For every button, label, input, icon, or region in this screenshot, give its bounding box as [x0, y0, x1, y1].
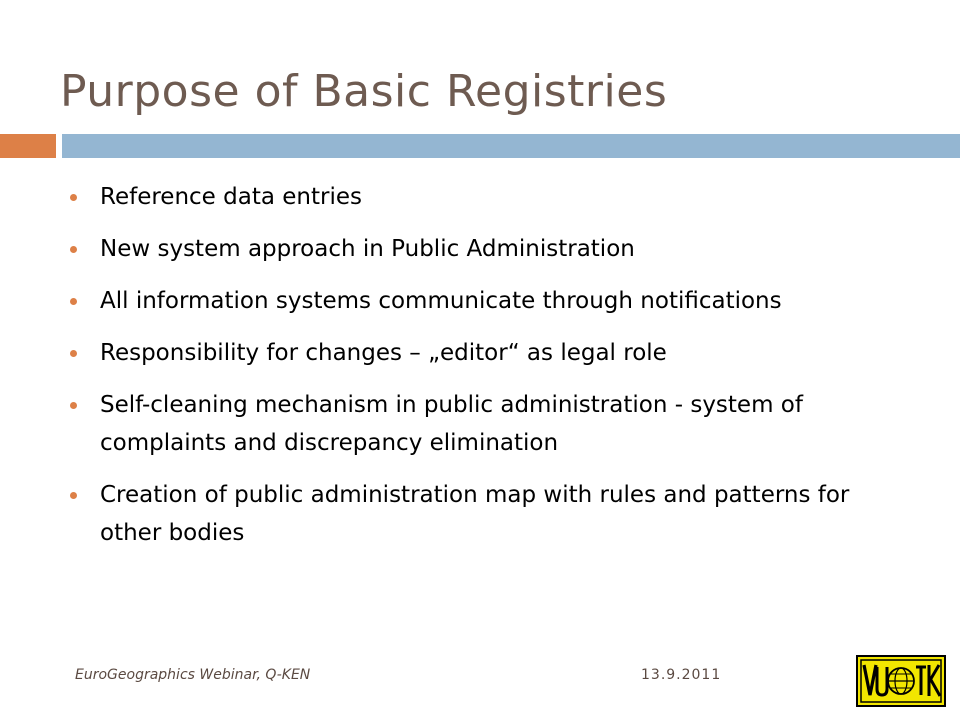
- footer-date: 13.9.2011: [641, 667, 722, 683]
- bullet-item: [70, 386, 890, 462]
- bullet-item: [70, 282, 890, 320]
- bullet-text: All information systems communicate through notifications: [100, 288, 782, 314]
- bullet-dot-icon: [70, 246, 77, 253]
- bullet-text: Reference data entries: [100, 184, 362, 210]
- accent-bar-orange: [0, 134, 56, 158]
- bullet-text: New system approach in Public Administration: [100, 236, 635, 262]
- footer-event-text: EuroGeographics Webinar, Q-KEN: [75, 667, 311, 683]
- vugtk-logo-icon: [856, 655, 946, 707]
- bullet-dot-icon: [70, 492, 77, 499]
- bullet-item: [70, 178, 890, 216]
- bullet-dot-icon: [70, 402, 77, 409]
- bullet-item: [70, 230, 890, 268]
- bullet-dot-icon: [70, 298, 77, 305]
- bullet-text: Creation of public administration map with rules and patterns for other bodies: [100, 482, 850, 546]
- bullet-list: [70, 178, 890, 566]
- bullet-text: Responsibility for changes – „editor“ as legal role: [100, 340, 667, 366]
- bullet-item: [70, 334, 890, 372]
- accent-bar-blue: [62, 134, 960, 158]
- bullet-dot-icon: [70, 350, 77, 357]
- bullet-dot-icon: [70, 194, 77, 201]
- bullet-text: Self-cleaning mechanism in public administration - system of complaints and discrepancy elimination: [100, 392, 803, 456]
- bullet-item: [70, 476, 890, 552]
- slide-title: Purpose of Basic Registries: [60, 66, 668, 117]
